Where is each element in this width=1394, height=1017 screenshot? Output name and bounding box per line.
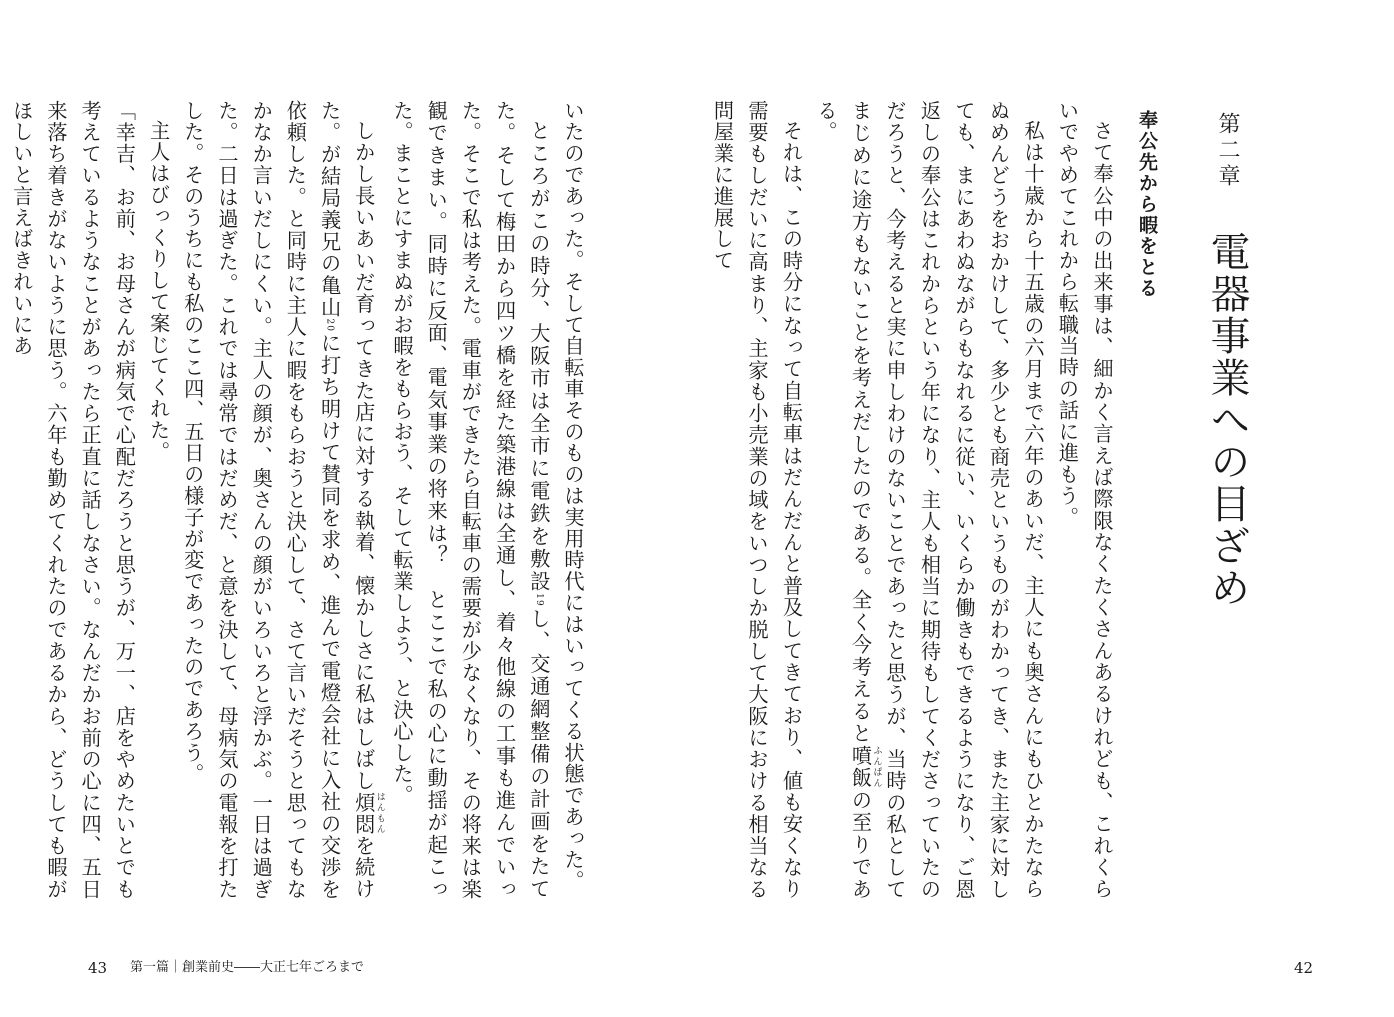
paragraph: 主人はびっくりして案じてくれた。 bbox=[146, 120, 171, 463]
chapter-heading bbox=[1204, 112, 1250, 609]
paragraph: ところがこの時分、大阪市は全市に電鉄を敷設$^{19}$し、交通網整備の計画をたてた。そして梅田から四ツ橋を経た築港線は全通し、着々他線の工事も進んでいった。そこで私は考えた。電車ができたら自転車の需要が少なくなり、その将来は楽観できまい。同時に反面、電気事業の将来は？ とここで私の心に動揺が起こった。まことにすまぬがお暇をもらおう、そして転業しよう、と決心した。 bbox=[389, 100, 551, 901]
page-number-right: 42 bbox=[1294, 959, 1314, 977]
section-title: 奉公先から暇をとる bbox=[1136, 110, 1158, 299]
left-body-text bbox=[9, 100, 590, 901]
right-page bbox=[697, 0, 1394, 1017]
ruby-annotation: 煩悶 はんもん bbox=[351, 791, 385, 836]
paragraph: 私は十歳から十五歳の六月まで六年のあいだ、主人にも奥さんにもひとかたならぬめんどうをおかけして、多少とも商売というものがわかってき、また主家に対しても、まにあわぬながらもなれるに従い、いくらか働きもできるようになり、ご恩返しの奉公はこれからという年になり、主人も相当に期待もしてくださっていたのだろうと、今考えると実に申しわけのないことであったと思うが、当時の私としてまじめに途方もないことを考えだしたのである。全く今考えると噴飯 ふんぱんの至りである。 bbox=[814, 100, 1045, 900]
paragraph: しかし長いあいだ育ってきた店に対する執着、懐かしさに私はしばし煩悶 はんもんを続けた。が結局義兄の亀山$^{20}$に打ち明けて賛同を求め、進んで電燈会社に入社の交渉を依頼した。と同時に主人に暇をもらおうと決心して、さて言いだそうと思ってもなかなか言いだしにくい。主人の顔が、奥さんの顔がいろいろと浮かぶ。一日は過ぎた。二日は過ぎた。これでは尋常ではだめだ、と意を決して、母病気の電報を打たした。そのうちにも私のここ四、五日の様子が変であったのであろう。 bbox=[180, 100, 385, 900]
paragraph: いたのであった。そして自転車そのものは実用時代にはいってくる状態であった。 bbox=[561, 100, 585, 892]
running-head: 第一篇｜創業前史――大正七年ごろまで bbox=[130, 960, 365, 975]
page-number-left: 43 bbox=[88, 959, 108, 977]
right-body-text bbox=[710, 100, 1119, 900]
footnote-marker: 19 bbox=[533, 593, 544, 608]
paragraph: それは、この時分になって自転車はだんだんと普及してきており、値も安くなり需要もしだいに高まり、主家も小売業の域をいつしか脱して大阪における相当なる問屋業に進展して bbox=[710, 100, 804, 900]
chapter-title: 電器事業への目ざめ bbox=[1204, 230, 1250, 609]
footnote-marker: 20 bbox=[324, 318, 335, 333]
paragraph: 「幸吉、お前、お母さんが病気で心配だろうと思うが、万一、店をやめたいとでも考えているようなことがあったら正直に話しなさい。なんだかお前の心に四、五日来落ち着きがないように思う。六年も勤めてくれたのであるから、どうしても暇がほしいと言えばきれいにあ bbox=[9, 100, 137, 900]
chapter-label: 第二章 bbox=[1215, 112, 1240, 190]
paragraph: さて奉公中の出来事は、細かく言えば際限なくたくさんあるけれども、これくらいでやめてこれから転職当時の話に進もう。 bbox=[1055, 100, 1114, 900]
ruby-annotation: 噴飯 ふんぱん bbox=[848, 745, 882, 790]
